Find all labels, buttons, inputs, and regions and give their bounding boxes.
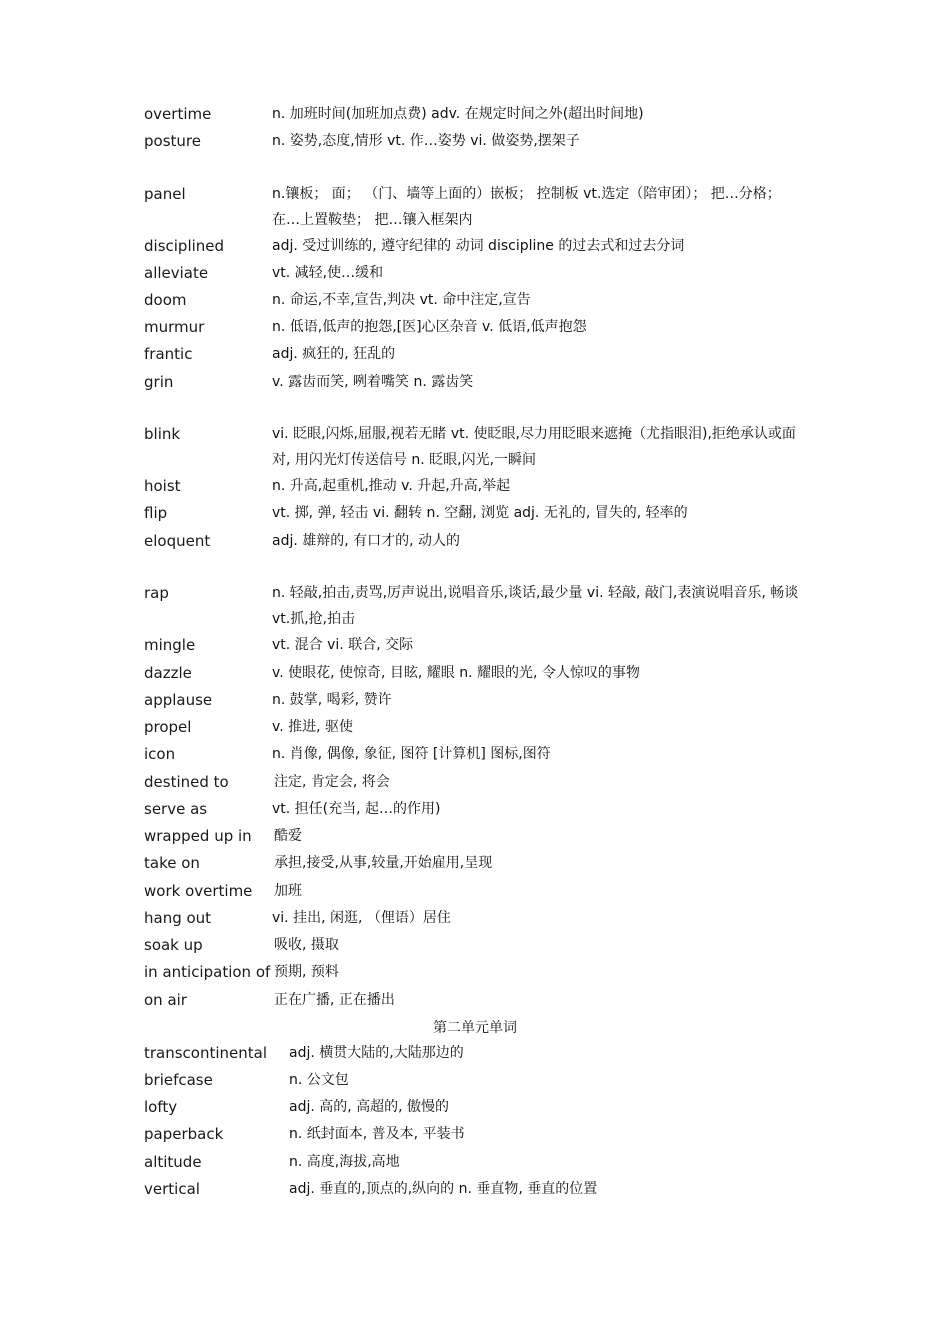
vocab-definition: adj. 疯狂的, 狂乱的	[272, 346, 396, 362]
vocab-term: blink	[144, 425, 181, 443]
vocab-term: transcontinental	[144, 1044, 268, 1062]
vocab-term: flip	[144, 504, 168, 522]
vocab-definition: n. 加班时间(加班加点费) adv. 在规定时间之外(超出时间地)	[272, 106, 644, 122]
vocab-term: wrapped up in	[144, 827, 252, 845]
vocab-term: lofty	[144, 1098, 178, 1116]
vocab-definition: adj. 横贯大陆的,大陆那边的	[289, 1045, 464, 1061]
vocab-definition: v. 推进, 驱使	[272, 719, 353, 735]
vocab-term: overtime	[144, 105, 212, 123]
vocab-term: murmur	[144, 318, 205, 336]
vocab-term: soak up	[144, 936, 203, 954]
vocab-definition: n. 肖像, 偶像, 象征, 图符 [计算机] 图标,图符	[272, 746, 551, 762]
vocab-term: paperback	[144, 1125, 224, 1143]
vocab-definition: vt. 混合 vi. 联合, 交际	[272, 637, 414, 653]
vocab-term: on air	[144, 991, 187, 1009]
vocab-definition: n. 命运,不幸,宣告,判决 vt. 命中注定,宣告	[272, 292, 531, 308]
vocab-definition: adj. 受过训练的, 遵守纪律的 动词 discipline 的过去式和过去分词	[272, 238, 685, 254]
vocab-definition: 注定, 肯定会, 将会	[274, 774, 390, 790]
vocab-definition: 加班	[274, 883, 302, 899]
vocab-definition: n. 低语,低声的抱怨,[医]心区杂音 v. 低语,低声抱怨	[272, 319, 587, 335]
vocab-definition: n.镶板； 面； （门、墙等上面的）嵌板； 控制板 vt.选定（陪审团）； 把…分格； 在…上置鞍垫； 把…镶入框架内	[272, 186, 781, 228]
vocab-term: grin	[144, 373, 174, 391]
vocab-definition: n. 鼓掌, 喝彩, 赞许	[272, 692, 392, 708]
vocab-definition: 预期, 预料	[274, 964, 339, 980]
vocab-definition: n. 姿势,态度,情形 vt. 作…姿势 vi. 做姿势,摆架子	[272, 133, 580, 149]
vocab-term: destined to	[144, 773, 229, 791]
vocab-term: rap	[144, 584, 169, 602]
vocab-definition: v. 使眼花, 使惊奇, 目眩, 耀眼 n. 耀眼的光, 令人惊叹的事物	[272, 665, 640, 681]
vocab-term: disciplined	[144, 237, 225, 255]
vocab-definition: n. 纸封面本, 普及本, 平装书	[289, 1126, 465, 1142]
vocab-term: panel	[144, 185, 186, 203]
vocab-term: frantic	[144, 345, 193, 363]
vocab-definition: 承担,接受,从事,较量,开始雇用,呈现	[274, 855, 493, 871]
vocab-definition: v. 露齿而笑, 咧着嘴笑 n. 露齿笑	[272, 374, 474, 390]
vocab-definition: vt. 减轻,使…缓和	[272, 265, 384, 281]
vocab-term: briefcase	[144, 1071, 213, 1089]
vocab-term: hoist	[144, 477, 181, 495]
vocab-definition: 酷爱	[274, 828, 302, 844]
vocab-definition: 正在广播, 正在播出	[274, 992, 395, 1008]
vocab-term: eloquent	[144, 532, 211, 550]
vocab-definition: n. 升高,起重机,推动 v. 升起,升高,举起	[272, 478, 511, 494]
vocab-term: mingle	[144, 636, 196, 654]
vocab-definition: adj. 高的, 高超的, 傲慢的	[289, 1099, 450, 1115]
vocab-definition: vi. 眨眼,闪烁,屈服,视若无睹 vt. 使眨眼,尽力用眨眼来遮掩（尤指眼泪),拒绝承认或面对, 用闪光灯传送信号 n. 眨眼,闪光,一瞬间	[272, 426, 796, 468]
vocab-term: posture	[144, 132, 201, 150]
vocab-term: alleviate	[144, 264, 209, 282]
vocab-definition: vi. 挂出, 闲逛, （俚语）居住	[272, 910, 451, 926]
vocab-term: altitude	[144, 1153, 202, 1171]
vocab-term: vertical	[144, 1180, 200, 1198]
vocab-term: in anticipation of	[144, 963, 271, 981]
vocab-definition: vt. 担任(充当, 起…的作用)	[272, 801, 441, 817]
vocab-definition: adj. 垂直的,顶点的,纵向的 n. 垂直物, 垂直的位置	[289, 1181, 598, 1197]
vocab-definition: adj. 雄辩的, 有口才的, 动人的	[272, 533, 461, 549]
vocab-term: work overtime	[144, 882, 253, 900]
vocab-definition: n. 高度,海拔,高地	[289, 1154, 400, 1170]
vocab-term: applause	[144, 691, 213, 709]
vocab-term: dazzle	[144, 664, 192, 682]
vocab-definition: n. 公文包	[289, 1072, 349, 1088]
vocab-term: hang out	[144, 909, 212, 927]
vocab-term: take on	[144, 854, 200, 872]
vocab-term: serve as	[144, 800, 208, 818]
vocab-definition: 吸收, 摄取	[274, 937, 339, 953]
vocab-definition: vt. 掷, 弹, 轻击 vi. 翻转 n. 空翻, 浏览 adj. 无礼的, 冒失的, 轻率的	[272, 505, 688, 521]
unit-heading: 第二单元单词	[433, 1020, 517, 1036]
vocab-term: doom	[144, 291, 187, 309]
vocab-definition: n. 轻敲,拍击,责骂,厉声说出,说唱音乐,谈话,最少量 vi. 轻敲, 敲门,表演说唱音乐, 畅谈 vt.抓,抢,拍击	[272, 585, 799, 627]
vocab-term: icon	[144, 745, 176, 763]
vocab-term: propel	[144, 718, 192, 736]
